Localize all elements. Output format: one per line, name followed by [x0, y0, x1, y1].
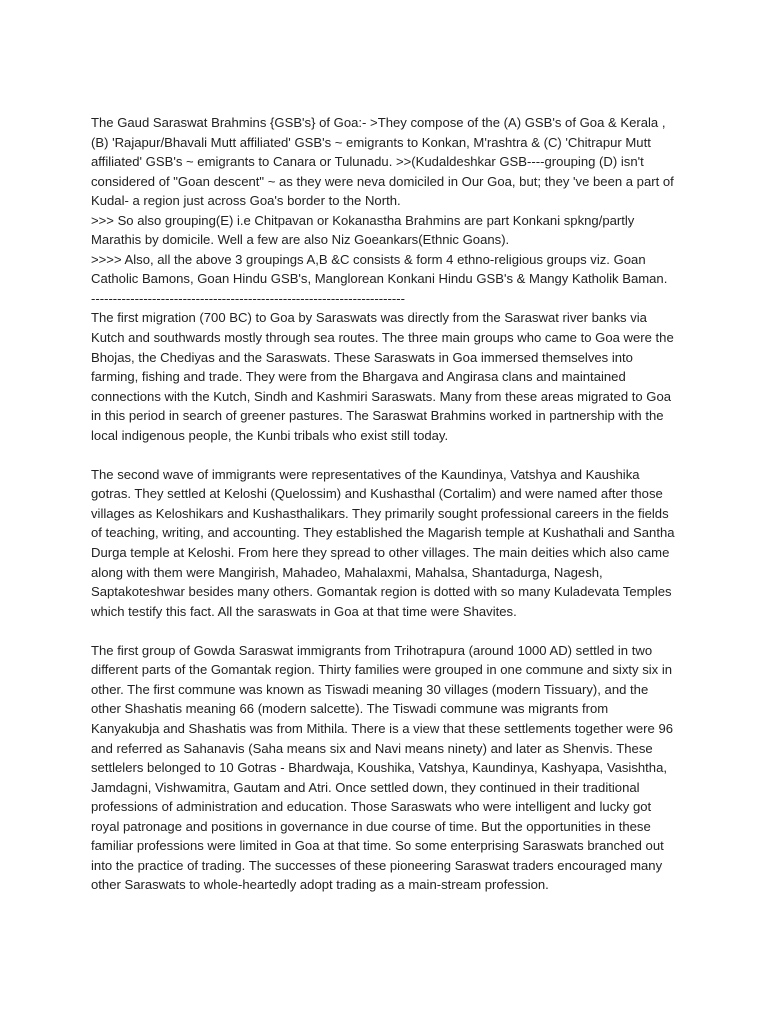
- text-line: Kanyakubja and Shashatis was from Mithila. There is a view that these settlements together were 96: [91, 720, 674, 736]
- text-line: The first group of Gowda Saraswat immigrants from Trihotrapura (around 1000 AD) settled in two: [91, 642, 653, 658]
- text-line: The Gaud Saraswat Brahmins {GSB's} of Goa:- >They compose of the (A) GSB's of Goa & Kerala ,: [91, 115, 666, 130]
- intro-block: [91, 113, 691, 308]
- text-line: (B) 'Rajapur/Bhavali Mutt affiliated' GSB's ~ emigrants to Konkan, M'rashtra & (C) 'Chitrapur Mutt: [91, 134, 651, 150]
- text-line: Catholic Bamons, Goan Hindu GSB's, Manglorean Konkani Hindu GSB's & Mangy Katholik Baman.: [91, 271, 668, 287]
- text-line: in this period in search of greener pastures. The Saraswat Brahmins worked in partnership with the: [91, 408, 664, 424]
- text-line: along with them were Mangirish, Mahadeo, Mahalaxmi, Mahalsa, Shantadurga, Nagesh,: [91, 564, 603, 580]
- text-line: and referred as Sahanavis (Saha means six and Navi means ninety) and later as Shenvis. These: [91, 740, 653, 756]
- text-line: local indigenous people, the Kunbi tribals who exist still today.: [91, 427, 449, 443]
- text-line: professions of administration and education. Those Saraswats who were intelligent and lucky got: [91, 799, 652, 815]
- text-line: of teaching, writing, and accounting. They established the Magarish temple at Kushathali and Santha: [91, 525, 675, 541]
- paragraph-gap: [91, 621, 691, 641]
- text-line: The second wave of immigrants were representatives of the Kaundinya, Vatshya and Kaushika: [91, 466, 640, 482]
- text-line: affiliated' GSB's ~ emigrants to Canara or Tulunadu. >>(Kudaldeshkar GSB----grouping (D) isn't: [91, 154, 644, 170]
- text-line: Durga temple at Keloshi. From here they spread to other villages. The main deities which also came: [91, 545, 670, 561]
- paragraph-second-wave: [91, 465, 691, 621]
- text-line: farming, fishing and trade. They were from the Bhargava and Angirasa clans and maintained: [91, 369, 626, 385]
- text-line: royal patronage and positions in governance in due course of time. But the opportunities in these: [91, 818, 651, 834]
- text-line: The first migration (700 BC) to Goa by Saraswats was directly from the Saraswat river banks via: [91, 310, 647, 326]
- text-line: Bhojas, the Chediyas and the Saraswats. These Saraswats in Goa immersed themselves into: [91, 349, 633, 365]
- text-line: settlelers belonged to 10 Gotras - Bhardwaja, Koushika, Vatshya, Kaundinya, Kashyapa, Vasishtha,: [91, 760, 667, 776]
- text-line: considered of "Goan descent" ~ as they were neva domiciled in Our Goa, but; they 've been a part of: [91, 173, 674, 189]
- paragraph-first-migration: [91, 308, 691, 445]
- text-line: villages as Keloshikars and Kushasthalikars. They primarily sought professional careers in the fields: [91, 505, 669, 521]
- text-line: Marathis by domicile. Well a few are also Niz Goeankars(Ethnic Goans).: [91, 232, 510, 248]
- text-line: >>> So also grouping(E) i.e Chitpavan or Kokanastha Brahmins are part Konkani spkng/partly: [91, 212, 635, 228]
- paragraph-gap: [91, 445, 691, 465]
- text-line: familiar professions were limited in Goa at that time. So some enterprising Saraswats branched out: [91, 838, 664, 854]
- text-line: Kudal- a region just across Goa's border to the North.: [91, 193, 401, 209]
- paragraph-gowda-saraswat: [91, 641, 691, 895]
- text-line: different parts of the Gomantak region. Thirty families were grouped in one commune and sixty six in: [91, 662, 673, 678]
- text-line: Jamdagni, Vishwamitra, Gautam and Atri. Once settled down, they continued in their traditional: [91, 779, 640, 795]
- text-line: Saptakoteshwar besides many others. Gomantak region is dotted with so many Kuladevata Temples: [91, 584, 672, 600]
- text-line: which testify this fact. All the saraswats in Goa at that time were Shavites.: [91, 603, 517, 619]
- text-line: >>>> Also, all the above 3 groupings A,B &C consists & form 4 ethno-religious groups viz. Goan: [91, 251, 646, 267]
- text-line: other Saraswats to whole-heartedly adopt trading as a main-stream profession.: [91, 877, 549, 893]
- text-line: other Shashatis meaning 66 (modern salcette). The Tiswadi commune was migrants from: [91, 701, 609, 717]
- document-body: [91, 113, 691, 895]
- text-line: gotras. They settled at Keloshi (Quelossim) and Kushasthal (Cortalim) and were named after those: [91, 486, 663, 502]
- separator-line: ------------------------------------------------------------------------: [91, 290, 405, 306]
- text-line: connections with the Kutch, Sindh and Kashmiri Saraswats. Many from these areas migrated to Goa: [91, 388, 672, 404]
- text-line: other. The first commune was known as Tiswadi meaning 30 villages (modern Tissuary), and the: [91, 681, 649, 697]
- text-line: Kutch and southwards mostly through sea routes. The three main groups who came to Goa were the: [91, 330, 674, 346]
- text-line: into the practice of trading. The successes of these pioneering Saraswat traders encouraged many: [91, 857, 663, 873]
